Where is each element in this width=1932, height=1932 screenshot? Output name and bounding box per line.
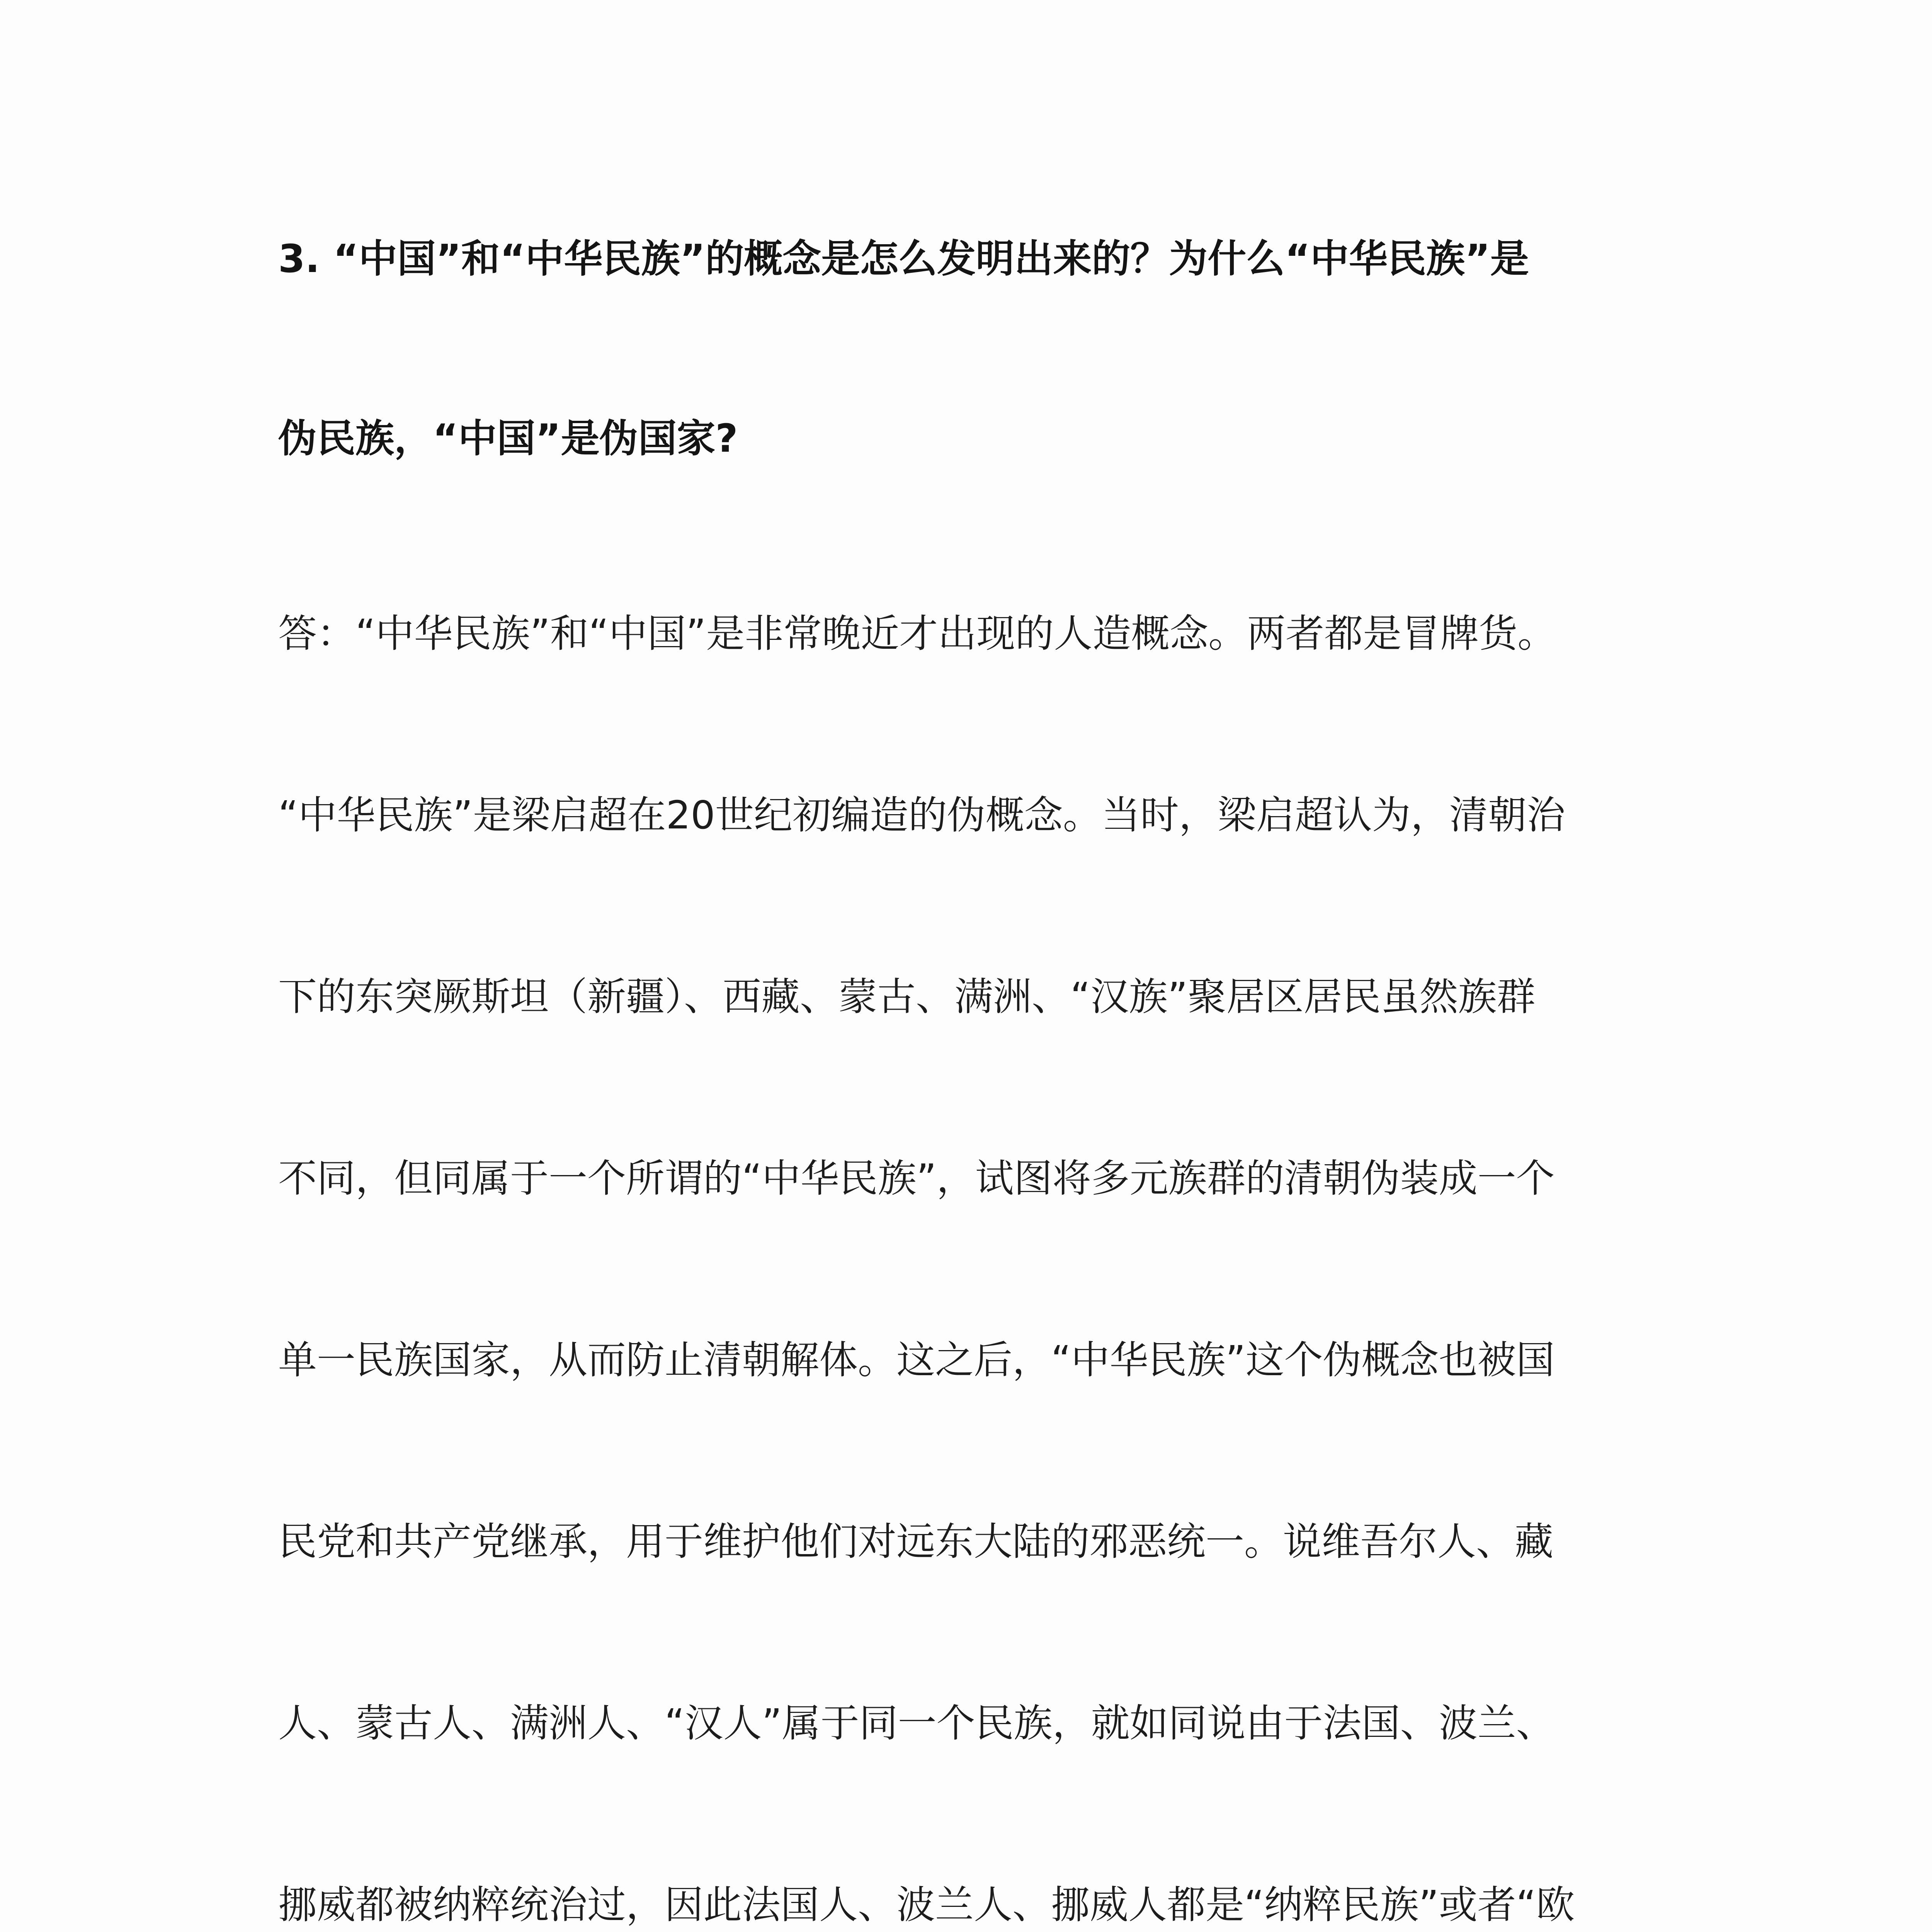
answer-line-2: “中华民族”是梁启超在20世纪初编造的伪概念。当时，梁启超认为，清朝治 [278, 793, 1565, 838]
answer-line-6: 民党和共产党继承，用于维护他们对远东大陆的邪恶统一。说维吾尔人、藏 [278, 1519, 1553, 1564]
answer-line-8: 挪威都被纳粹统治过，因此法国人、波兰人、挪威人都是“纳粹民族”或者“欧 [278, 1882, 1575, 1927]
answer-line-4: 不同，但同属于一个所谓的“中华民族”，试图将多元族群的清朝伪装成一个 [278, 1156, 1555, 1201]
answer-line-7: 人、蒙古人、满洲人、“汉人”属于同一个民族，就如同说由于法国、波兰、 [278, 1701, 1555, 1746]
answer-line-1: 答：“中华民族”和“中国”是非常晚近才出现的人造概念。两者都是冒牌货。 [278, 611, 1556, 656]
answer-line-5: 单一民族国家，从而防止清朝解体。这之后，“中华民族”这个伪概念也被国 [278, 1337, 1555, 1383]
question-heading-line-2: 伪民族，“中国”是伪国家? [278, 416, 738, 461]
question-heading-line-1: 3. “中国”和“中华民族”的概念是怎么发明出来的？为什么“中华民族”是 [278, 236, 1529, 281]
answer-line-3: 下的东突厥斯坦（新疆）、西藏、蒙古、满洲、“汉族”聚居区居民虽然族群 [278, 974, 1536, 1019]
